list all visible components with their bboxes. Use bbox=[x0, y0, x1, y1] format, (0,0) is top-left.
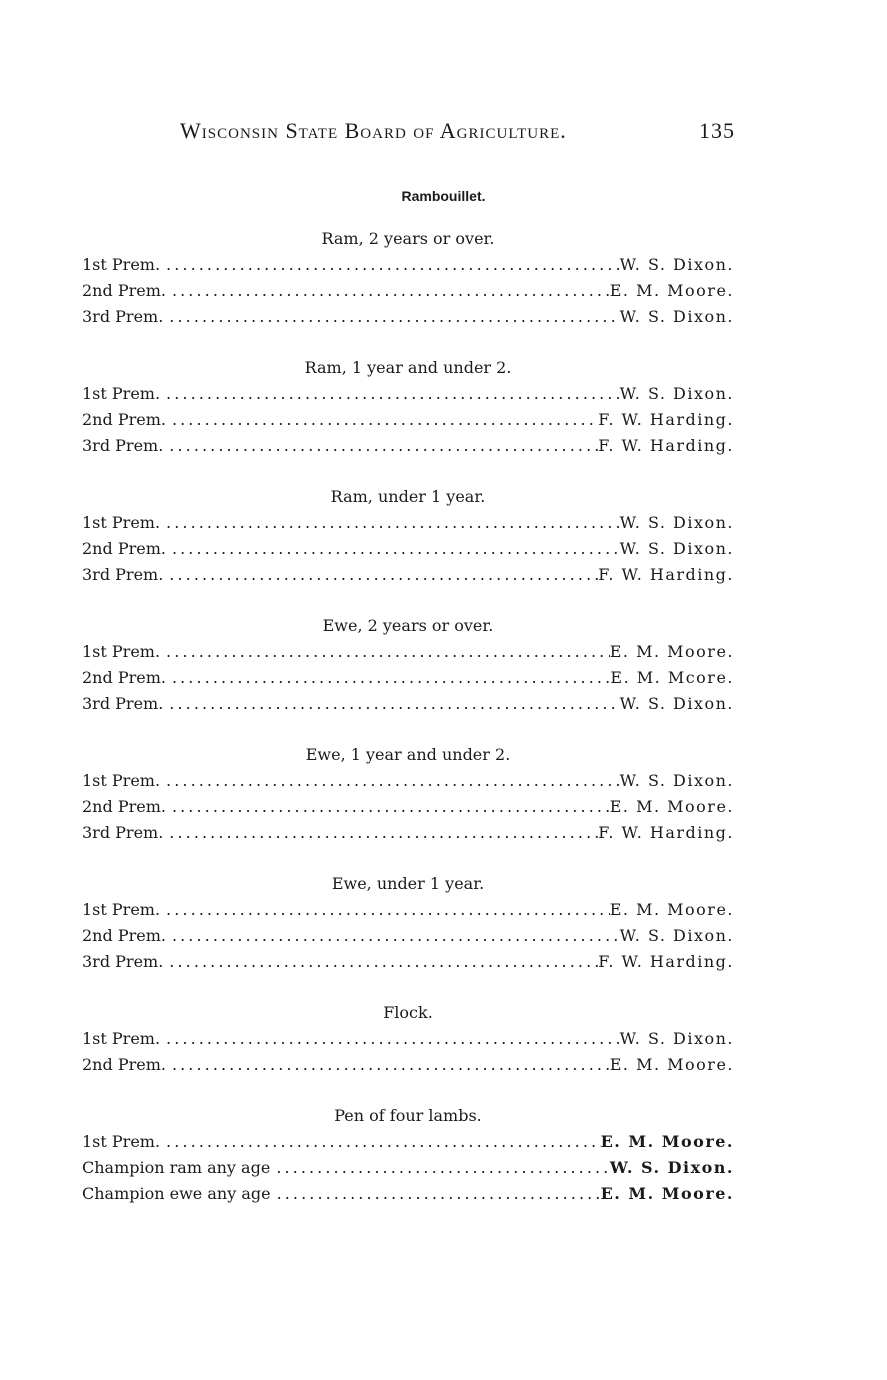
entry-winner: F. W. Harding. bbox=[598, 952, 734, 971]
group-title: Ewe, 1 year and under 2. bbox=[305, 745, 511, 764]
entry-label: 3rd Prem. bbox=[82, 694, 164, 713]
entry-label: 2nd Prem. bbox=[82, 797, 166, 816]
entry-winner: E. M. Moore. bbox=[609, 281, 734, 300]
entry-label: 2nd Prem. bbox=[82, 926, 166, 945]
champion-entry bbox=[82, 1181, 734, 1207]
dot-leader bbox=[172, 794, 610, 820]
dot-leader bbox=[172, 407, 598, 433]
premium-entry bbox=[82, 278, 734, 304]
entry-label: 1st Prem. bbox=[82, 513, 161, 532]
entry-label: 3rd Prem. bbox=[82, 436, 164, 455]
page-number: 135 bbox=[699, 118, 735, 143]
entry-winner: W. S. Dixon. bbox=[619, 255, 734, 274]
entry-winner: E. M. Moore. bbox=[600, 1132, 734, 1151]
premium-group bbox=[82, 613, 734, 717]
entry-label: 2nd Prem. bbox=[82, 539, 166, 558]
dot-leader bbox=[166, 768, 620, 794]
entry-label: 1st Prem. bbox=[82, 771, 161, 790]
entry-winner: W. S. Dixon. bbox=[619, 384, 734, 403]
premium-group bbox=[82, 355, 734, 459]
dot-leader bbox=[166, 1129, 601, 1155]
section-title: Rambouillet. bbox=[401, 188, 486, 204]
dot-leader bbox=[277, 1181, 601, 1207]
entry-label: 2nd Prem. bbox=[82, 1055, 166, 1074]
entry-winner: E. M. Mcore. bbox=[610, 668, 734, 687]
dot-leader bbox=[166, 1026, 620, 1052]
dot-leader bbox=[166, 381, 620, 407]
premium-entry bbox=[82, 433, 734, 459]
dot-leader bbox=[169, 820, 598, 846]
premium-entry bbox=[82, 768, 734, 794]
group-title: Flock. bbox=[383, 1003, 433, 1022]
running-header bbox=[180, 118, 735, 144]
premium-entry bbox=[82, 1129, 734, 1155]
entry-label: 1st Prem. bbox=[82, 900, 161, 919]
premium-group bbox=[82, 742, 734, 846]
entry-winner: W. S. Dixon. bbox=[619, 771, 734, 790]
premium-entry bbox=[82, 897, 734, 923]
dot-leader bbox=[166, 510, 620, 536]
premium-entry bbox=[82, 665, 734, 691]
premium-group bbox=[82, 1000, 734, 1078]
group-title: Pen of four lambs. bbox=[334, 1106, 482, 1125]
dot-leader bbox=[172, 278, 610, 304]
premium-group bbox=[82, 871, 734, 975]
dot-leader bbox=[276, 1155, 610, 1181]
premium-entry bbox=[82, 923, 734, 949]
entry-winner: F. W. Harding. bbox=[598, 823, 734, 842]
entry-label: 1st Prem. bbox=[82, 384, 161, 403]
entry-winner: W. S. Dixon. bbox=[619, 539, 734, 558]
entry-winner: W. S. Dixon. bbox=[619, 926, 734, 945]
premium-entry bbox=[82, 562, 734, 588]
dot-leader bbox=[166, 639, 610, 665]
entry-winner: F. W. Harding. bbox=[598, 410, 734, 429]
group-title: Ram, under 1 year. bbox=[330, 487, 486, 506]
premium-entry bbox=[82, 794, 734, 820]
premium-list bbox=[82, 226, 734, 1232]
group-title: Ram, 1 year and under 2. bbox=[304, 358, 512, 377]
dot-leader bbox=[172, 536, 620, 562]
entry-winner: E. M. Moore. bbox=[609, 1055, 734, 1074]
premium-entry bbox=[82, 820, 734, 846]
premium-entry bbox=[82, 1052, 734, 1078]
dot-leader bbox=[169, 562, 598, 588]
entry-label: 1st Prem. bbox=[82, 1029, 161, 1048]
entry-label: Champion ewe any age bbox=[82, 1184, 271, 1203]
entry-winner: W. S. Dixon. bbox=[619, 694, 734, 713]
premium-group bbox=[82, 226, 734, 330]
premium-entry bbox=[82, 536, 734, 562]
entry-winner: F. W. Harding. bbox=[598, 436, 734, 455]
entry-label: 2nd Prem. bbox=[82, 281, 166, 300]
entry-winner: E. M. Moore. bbox=[609, 642, 734, 661]
group-title: Ewe, 2 years or over. bbox=[322, 616, 494, 635]
premium-entry bbox=[82, 381, 734, 407]
premium-entry bbox=[82, 691, 734, 717]
entry-winner: W. S. Dixon. bbox=[619, 513, 734, 532]
dot-leader bbox=[172, 1052, 610, 1078]
premium-entry bbox=[82, 1026, 734, 1052]
dot-leader bbox=[172, 665, 610, 691]
entry-label: Champion ram any age bbox=[82, 1158, 271, 1177]
entry-label: 3rd Prem. bbox=[82, 565, 164, 584]
entry-label: 1st Prem. bbox=[82, 255, 161, 274]
entry-label: 3rd Prem. bbox=[82, 952, 164, 971]
dot-leader bbox=[169, 304, 619, 330]
premium-entry bbox=[82, 252, 734, 278]
premium-entry bbox=[82, 949, 734, 975]
group-title: Ram, 2 years or over. bbox=[321, 229, 495, 248]
dot-leader bbox=[169, 691, 619, 717]
dot-leader bbox=[169, 433, 598, 459]
entry-winner: W. S. Dixon. bbox=[619, 307, 734, 326]
entry-winner: W. S. Dixon. bbox=[619, 1029, 734, 1048]
group-title: Ewe, under 1 year. bbox=[331, 874, 485, 893]
dot-leader bbox=[166, 252, 620, 278]
dot-leader bbox=[169, 949, 598, 975]
dot-leader bbox=[166, 897, 610, 923]
dot-leader bbox=[172, 923, 620, 949]
entry-label: 1st Prem. bbox=[82, 642, 161, 661]
entry-label: 3rd Prem. bbox=[82, 307, 164, 326]
champion-entry bbox=[82, 1155, 734, 1181]
entry-label: 1st Prem. bbox=[82, 1132, 161, 1151]
premium-entry bbox=[82, 304, 734, 330]
premium-group bbox=[82, 484, 734, 588]
premium-entry bbox=[82, 639, 734, 665]
entry-winner: E. M. Moore. bbox=[609, 797, 734, 816]
entry-label: 2nd Prem. bbox=[82, 668, 166, 687]
entry-winner: F. W. Harding. bbox=[598, 565, 734, 584]
entry-winner: W. S. Dixon. bbox=[609, 1158, 734, 1177]
premium-entry bbox=[82, 407, 734, 433]
premium-group bbox=[82, 1103, 734, 1207]
premium-entry bbox=[82, 510, 734, 536]
entry-winner: E. M. Moore. bbox=[600, 1184, 734, 1203]
running-title: Wisconsin State Board of Agriculture. bbox=[180, 118, 567, 143]
entry-winner: E. M. Moore. bbox=[609, 900, 734, 919]
entry-label: 2nd Prem. bbox=[82, 410, 166, 429]
entry-label: 3rd Prem. bbox=[82, 823, 164, 842]
